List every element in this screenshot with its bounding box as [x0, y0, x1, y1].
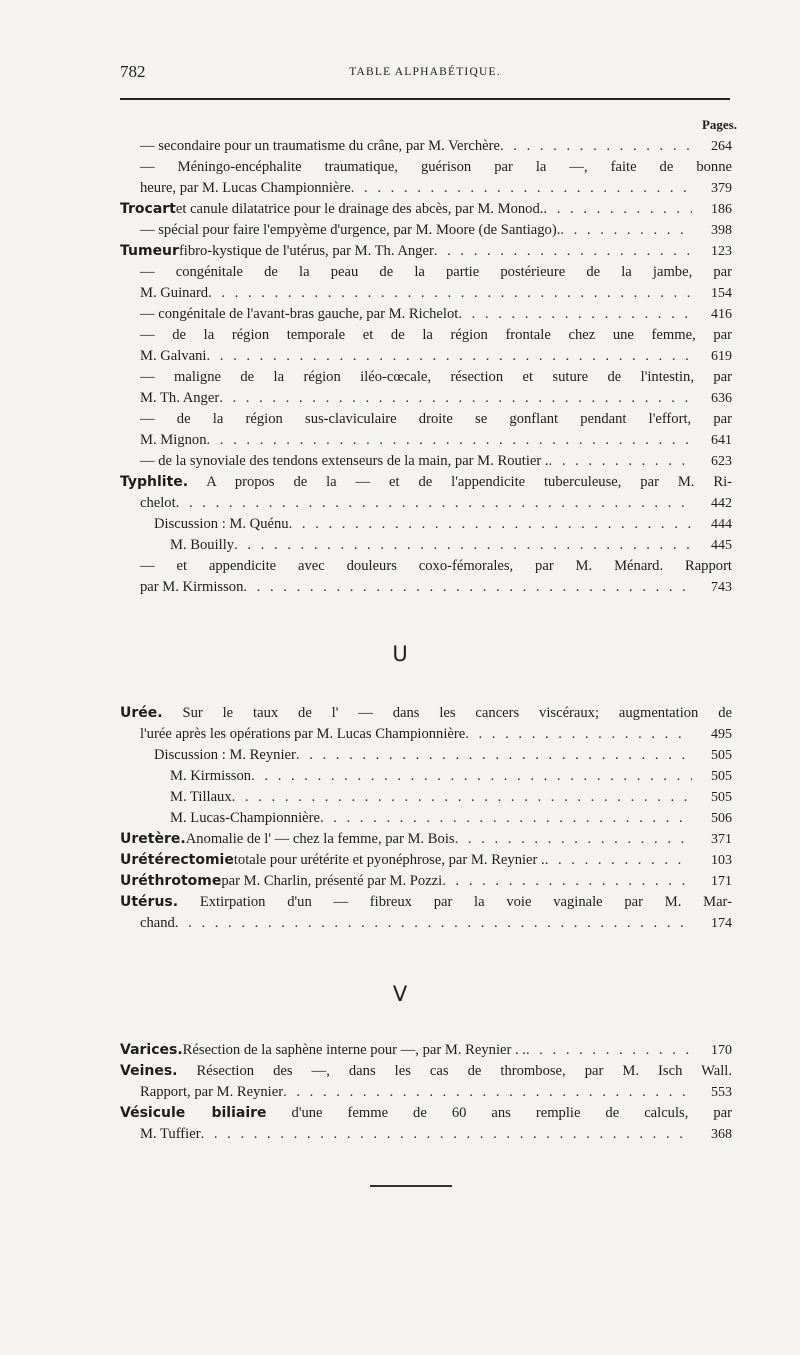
entry-text: M. Bouilly [170, 537, 235, 553]
entry-keyword: Urée. [120, 705, 163, 721]
entry-line [120, 1103, 732, 1124]
leader-dots [351, 178, 692, 199]
entry-text: chand [140, 915, 175, 931]
entry-line [120, 1124, 732, 1145]
entry-line [120, 892, 732, 913]
leader-dots [251, 766, 692, 787]
index-entry [120, 472, 732, 514]
entry-text: — congénitale de la peau de la partie postérieure de la jambe, par [140, 264, 732, 280]
entry-line [120, 493, 732, 514]
entry-line [120, 325, 732, 346]
leader-dots [208, 283, 692, 304]
leader-dots [206, 346, 692, 367]
entry-text: M. Tuffier [140, 1126, 201, 1142]
entry-text: M. Lucas-Championnière [170, 810, 320, 826]
entry-page-number: 444 [711, 517, 732, 532]
index-entry [120, 409, 732, 451]
leader-dots [560, 220, 692, 241]
entry-line [120, 430, 732, 451]
entry-page-number: 170 [711, 1043, 732, 1058]
entry-line [120, 199, 732, 220]
entry-line [120, 283, 732, 304]
entry-keyword: Vésicule biliaire [120, 1105, 267, 1121]
index-entry [120, 241, 732, 262]
leader-dots [458, 304, 692, 325]
entry-text: Extirpation d'un — fibreux par la voie vaginale par M. Mar- [178, 894, 732, 910]
entry-line [120, 178, 732, 199]
entry-page-number: 171 [711, 874, 732, 889]
entry-page-number: 368 [711, 1127, 732, 1142]
index-section-t [120, 136, 732, 598]
entry-keyword: Utérus. [120, 894, 179, 910]
index-entry [120, 367, 732, 409]
entry-text: M. Kirmisson [170, 768, 252, 784]
leader-dots [320, 808, 692, 829]
index-entry [120, 556, 732, 598]
index-entry [120, 262, 732, 304]
leader-dots [545, 850, 692, 871]
index-entry [120, 535, 732, 556]
entry-text: Discussion : M. Reynier [154, 747, 296, 763]
entry-line [120, 829, 732, 850]
entry-line [120, 808, 732, 829]
index-entry [120, 1061, 732, 1103]
entry-line [120, 472, 732, 493]
section-letter-u: U [392, 642, 408, 666]
entry-line [120, 724, 732, 745]
entry-page-number: 495 [711, 727, 732, 742]
entry-line [120, 1040, 732, 1061]
entry-page-number: 154 [711, 286, 732, 301]
entry-page-number: 416 [711, 307, 732, 322]
entry-text: heure, par M. Lucas Championnière [140, 180, 351, 196]
index-entry [120, 1103, 732, 1145]
index-entry [120, 808, 732, 829]
index-entry [120, 892, 732, 934]
entry-page-number: 264 [711, 139, 732, 154]
index-entry [120, 514, 732, 535]
entry-page-number: 103 [711, 853, 732, 868]
entry-text: M. Guinard [140, 285, 209, 301]
entry-line [120, 388, 732, 409]
entry-line [120, 535, 732, 556]
index-entry [120, 871, 732, 892]
end-rule [370, 1185, 452, 1187]
entry-line [120, 577, 732, 598]
entry-page-number: 371 [711, 832, 732, 847]
entry-text: M. Th. Anger [140, 390, 220, 406]
entry-text: totale pour urétérite et pyonéphrose, par M. Reynier . [233, 852, 545, 868]
entry-text: M. Tillaux [170, 789, 232, 805]
entry-keyword: Tumeur [120, 243, 179, 259]
index-entry [120, 703, 732, 745]
entry-page-number: 379 [711, 181, 732, 196]
entry-text: Anomalie de l' — chez la femme, par M. Bois [185, 831, 455, 847]
entry-line [120, 1061, 732, 1082]
index-entry [120, 136, 732, 157]
leader-dots [455, 829, 692, 850]
entry-line [120, 766, 732, 787]
entry-line [120, 262, 732, 283]
header-rule [120, 98, 730, 100]
entry-line [120, 241, 732, 262]
leader-dots [442, 871, 692, 892]
index-entry [120, 325, 732, 367]
entry-page-number: 505 [711, 790, 732, 805]
entry-page-number: 445 [711, 538, 732, 553]
entry-text: et canule dilatatrice pour le drainage des abcès, par M. Monod. [175, 201, 544, 217]
entry-text: par M. Charlin, présenté par M. Pozzi [221, 873, 443, 889]
entry-line [120, 787, 732, 808]
entry-line [120, 409, 732, 430]
entry-page-number: 505 [711, 769, 732, 784]
entry-text: chelot [140, 495, 176, 511]
entry-text: — Méningo-encéphalite traumatique, guérison par la —, faite de bonne [140, 159, 732, 175]
entry-line [120, 745, 732, 766]
entry-text: M. Galvani [140, 348, 207, 364]
entry-keyword: Veines. [120, 1063, 178, 1079]
index-entry [120, 199, 732, 220]
index-entry [120, 766, 732, 787]
page-header [120, 62, 730, 86]
entry-text: — secondaire pour un traumatisme du crâne, par M. Verchère [140, 138, 500, 154]
index-entry [120, 157, 732, 199]
entry-text: — spécial pour faire l'empyème d'urgence, par M. Moore (de Santiago). [140, 222, 561, 238]
entry-line [120, 346, 732, 367]
leader-dots [434, 241, 692, 262]
entry-line [120, 367, 732, 388]
leader-dots [283, 1082, 692, 1103]
entry-line [120, 220, 732, 241]
leader-dots [543, 199, 692, 220]
entry-line [120, 304, 732, 325]
leader-dots [296, 745, 692, 766]
entry-keyword: Uretère. [120, 831, 186, 847]
entry-line [120, 913, 732, 934]
page-title: TABLE ALPHABÉTIQUE. [349, 66, 501, 78]
index-entry [120, 1040, 732, 1061]
leader-dots [289, 514, 692, 535]
entry-page-number: 623 [711, 454, 732, 469]
entry-page-number: 743 [711, 580, 732, 595]
entry-line [120, 871, 732, 892]
leader-dots [219, 388, 692, 409]
entry-page-number: 442 [711, 496, 732, 511]
entry-text: l'urée après les opérations par M. Lucas Championnière [140, 726, 466, 742]
entry-text: — et appendicite avec douleurs coxo-fémorales, par M. Ménard. Rapport [140, 558, 732, 574]
index-entry [120, 829, 732, 850]
entry-text: Discussion : M. Quénu [154, 516, 289, 532]
entry-text: d'une femme de 60 ans remplie de calculs, par [266, 1105, 732, 1121]
section-letter-v: V [392, 982, 408, 1006]
entry-line [120, 157, 732, 178]
leader-dots [465, 724, 692, 745]
leader-dots [500, 136, 692, 157]
entry-line [120, 1082, 732, 1103]
index-section-v [120, 1040, 732, 1145]
entry-text: — maligne de la région iléo-cœcale, résection et suture de l'intestin, par [140, 369, 732, 385]
index-section-u [120, 703, 732, 934]
page-number: 782 [120, 62, 146, 81]
leader-dots [526, 1040, 692, 1061]
entry-text: A propos de la — et de l'appendicite tuberculeuse, par M. Ri- [188, 474, 732, 490]
entry-keyword: Uréthrotome [120, 873, 222, 889]
index-entry [120, 451, 732, 472]
entry-text: fibro-kystique de l'utérus, par M. Th. Anger [178, 243, 434, 259]
leader-dots [175, 913, 692, 934]
entry-line [120, 703, 732, 724]
entry-text: Rapport, par M. Reynier [140, 1084, 284, 1100]
leader-dots [176, 493, 692, 514]
index-entry [120, 220, 732, 241]
leader-dots [201, 1124, 692, 1145]
entry-text: Sur le taux de l' — dans les cancers viscéraux; augmentation de [162, 705, 732, 721]
entry-text: M. Mignon [140, 432, 207, 448]
leader-dots [207, 430, 693, 451]
entry-keyword: Urétérectomie [120, 852, 234, 868]
entry-line [120, 451, 732, 472]
leader-dots [232, 787, 692, 808]
index-entry [120, 304, 732, 325]
entry-line [120, 514, 732, 535]
leader-dots [243, 577, 692, 598]
entry-text: — de la synoviale des tendons extenseurs de la main, par M. Routier . [140, 453, 549, 469]
entry-keyword: Typhlite. [120, 474, 189, 490]
index-entry [120, 787, 732, 808]
entry-page-number: 398 [711, 223, 732, 238]
entry-page-number: 174 [711, 916, 732, 931]
entry-text: — congénitale de l'avant-bras gauche, par M. Richelot [140, 306, 459, 322]
entry-page-number: 506 [711, 811, 732, 826]
entry-text: Résection de la saphène interne pour —, par M. Reynier . . [182, 1042, 526, 1058]
entry-page-number: 123 [711, 244, 732, 259]
entry-page-number: 553 [711, 1085, 732, 1100]
entry-text: — de la région sus-claviculaire droite se gonflant pendant l'effort, par [140, 411, 732, 427]
entry-text: par M. Kirmisson [140, 579, 244, 595]
pages-column-label: Pages. [701, 117, 737, 132]
entry-line [120, 850, 732, 871]
leader-dots [549, 451, 692, 472]
entry-keyword: Trocart [120, 201, 176, 217]
index-entry [120, 850, 732, 871]
entry-line [120, 136, 732, 157]
entry-page-number: 619 [711, 349, 732, 364]
entry-page-number: 505 [711, 748, 732, 763]
leader-dots [234, 535, 692, 556]
entry-line [120, 556, 732, 577]
entry-text: — de la région temporale et de la région frontale chez une femme, par [140, 327, 732, 343]
index-entry [120, 745, 732, 766]
entry-page-number: 186 [711, 202, 732, 217]
entry-page-number: 641 [711, 433, 732, 448]
entry-keyword: Varices. [120, 1042, 183, 1058]
entry-page-number: 636 [711, 391, 732, 406]
entry-text: Résection des —, dans les cas de thrombose, par M. Isch Wall. [177, 1063, 732, 1079]
